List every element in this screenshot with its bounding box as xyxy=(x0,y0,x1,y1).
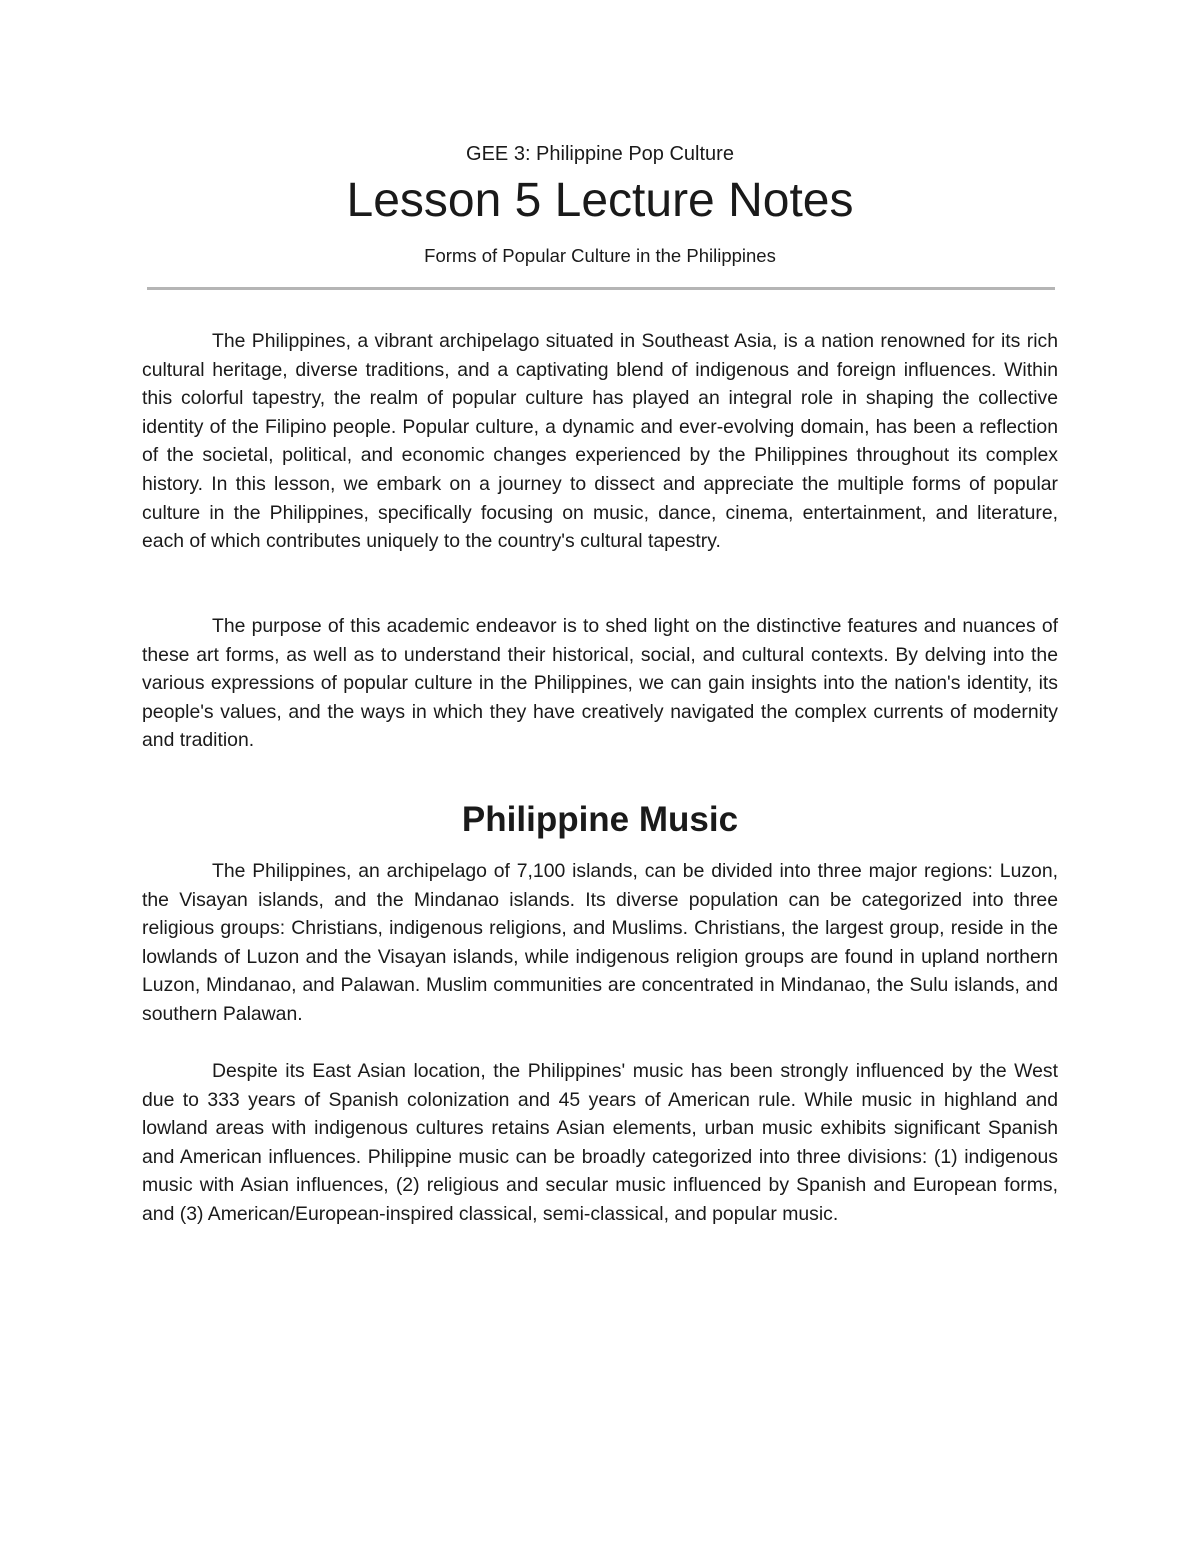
music-paragraph-2: Despite its East Asian location, the Philippines' music has been strongly influenced by the West due to 333 years of Spanish colonization and 45 years of American rule. While music in highland and lowland areas with indigenous cultures retains Asian elements, urban music exhibits significant Spanish and American influences. Philippine music can be broadly categorized into three divisions: (1) indigenous music with Asian influences, (2) religious and secular music influenced by Spanish and European forms, and (3) American/European-inspired classical, semi-classical, and popular music. xyxy=(142,1060,1058,1225)
intro-paragraph-2: The purpose of this academic endeavor is to shed light on the distinctive features and nuances of these art forms, as well as to understand their historical, social, and cultural contexts. By delving into the various expressions of popular culture in the Philippines, we can gain insights into the nation's identity, its people's values, and the ways in which they have creatively navigated the complex currents of modernity and tradition. xyxy=(142,615,1058,752)
header-divider xyxy=(147,287,1055,290)
course-name: GEE 3: Philippine Pop Culture xyxy=(466,143,734,165)
page-subtitle: Forms of Popular Culture in the Philippines xyxy=(424,245,776,266)
page-title: Lesson 5 Lecture Notes xyxy=(346,174,854,227)
section-heading-music: Philippine Music xyxy=(461,800,739,839)
music-paragraph-1: The Philippines, an archipelago of 7,100 islands, can be divided into three major regions: Luzon, the Visayan islands, and the Mindanao islands. Its diverse population can be categorized into three religious groups: Christians, indigenous religions, and Muslims. Christians, the largest group, reside in the lowlands of Luzon and the Visayan islands, while indigenous religion groups are found in upland northern Luzon, Mindanao, and Palawan. Muslim communities are concentrated in Mindanao, the Sulu islands, and southern Palawan. xyxy=(142,860,1058,1025)
intro-paragraph-1: The Philippines, a vibrant archipelago situated in Southeast Asia, is a nation renowned for its rich cultural heritage, diverse traditions, and a captivating blend of indigenous and foreign influences. Within this colorful tapestry, the realm of popular culture has played an integral role in shaping the collective identity of the Filipino people. Popular culture, a dynamic and ever-evolving domain, has been a reflection of the societal, political, and economic changes experienced by the Philippines throughout its complex history. In this lesson, we embark on a journey to dissect and appreciate the multiple forms of popular culture in the Philippines, specifically focusing on music, dance, cinema, entertainment, and literature, each of which contributes uniquely to the country's cultural tapestry. xyxy=(142,330,1058,553)
